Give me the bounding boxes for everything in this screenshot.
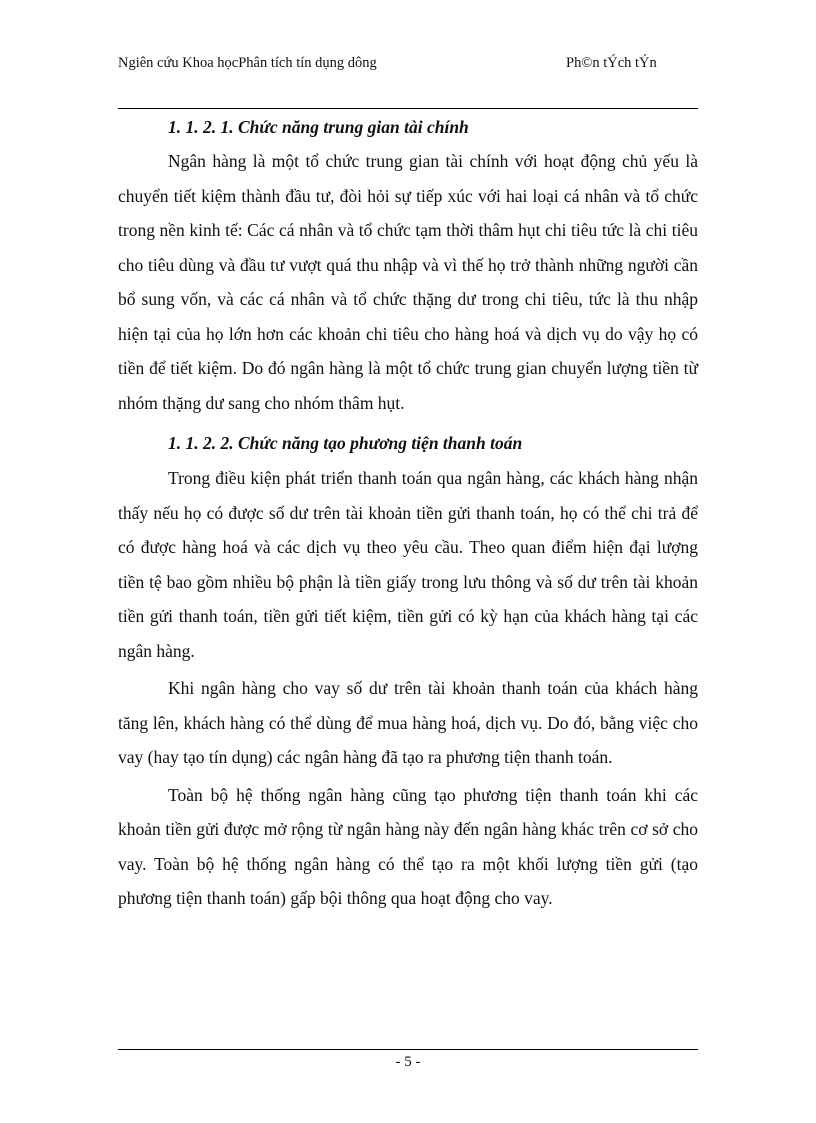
header-divider bbox=[118, 108, 698, 109]
paragraph-lending: Khi ngân hàng cho vay số dư trên tài khoản thanh toán của khách hàng tăng lên, khách hàng có thể dùng để mua hàng hoá, dịch vụ. Do đó, bằng việc cho vay (hay tạo tín dụng) các ngân hàng đã tạo ra phương tiện thanh toán. bbox=[118, 678, 698, 767]
running-header-right: Ph©n tÝch tÝn bbox=[566, 55, 657, 71]
paragraph-banking-system: Toàn bộ hệ thống ngân hàng cũng tạo phương tiện thanh toán khi các khoản tiền gửi được mở rộng từ ngân hàng này đến ngân hàng khác trên cơ sở cho vay. Toàn bộ hệ thống ngân hàng có thể tạo ra một khối lượng tiền gửi (tạo phương tiện thanh toán) gấp bội thông qua hoạt động cho vay. bbox=[118, 784, 698, 908]
footer-divider bbox=[118, 1049, 698, 1050]
section-heading-intermediary: 1. 1. 2. 1. Chức năng trung gian tài chính bbox=[168, 117, 469, 137]
running-header-title: Ngiên cứu Khoa họcPhân tích tín dụng dông bbox=[118, 55, 377, 71]
page-number: - 5 - bbox=[395, 1054, 421, 1070]
page-body bbox=[118, 112, 698, 916]
paragraph-intermediary: Ngân hàng là một tổ chức trung gian tài chính với hoạt động chủ yếu là chuyển tiết kiệm thành đầu tư, đòi hỏi sự tiếp xúc với hai loại cá nhân và tổ chức trong nền kinh tế: Các cá nhân và tổ chức tạm thời thâm hụt chi tiêu tức là chi tiêu cho tiêu dùng và đầu tư vượt quá thu nhập và vì thế họ trở thành những người cần bổ sung vốn, và các cá nhân và tổ chức thặng dư trong chi tiêu, tức là thu nhập hiện tại của họ lớn hơn các khoản chi tiêu cho hàng hoá và dịch vụ do vậy họ có tiền để tiết kiệm. Do đó ngân hàng là một tổ chức trung gian chuyển lượng tiền từ nhóm thặng dư sang cho nhóm thâm hụt. bbox=[118, 151, 698, 413]
paragraph-payment-development: Trong điều kiện phát triển thanh toán qua ngân hàng, các khách hàng nhận thấy nếu họ có được số dư trên tài khoản tiền gửi thanh toán, họ có thể chi trả để có được hàng hoá và các dịch vụ theo yêu cầu. Theo quan điểm hiện đại lượng tiền tệ bao gồm nhiều bộ phận là tiền giấy trong lưu thông và số dư trên tài khoản tiền gửi thanh toán, tiền gửi tiết kiệm, tiền gửi có kỳ hạn của khách hàng tại các ngân hàng. bbox=[118, 468, 698, 661]
section-heading-payment-means: 1. 1. 2. 2. Chức năng tạo phương tiện thanh toán bbox=[168, 433, 523, 453]
